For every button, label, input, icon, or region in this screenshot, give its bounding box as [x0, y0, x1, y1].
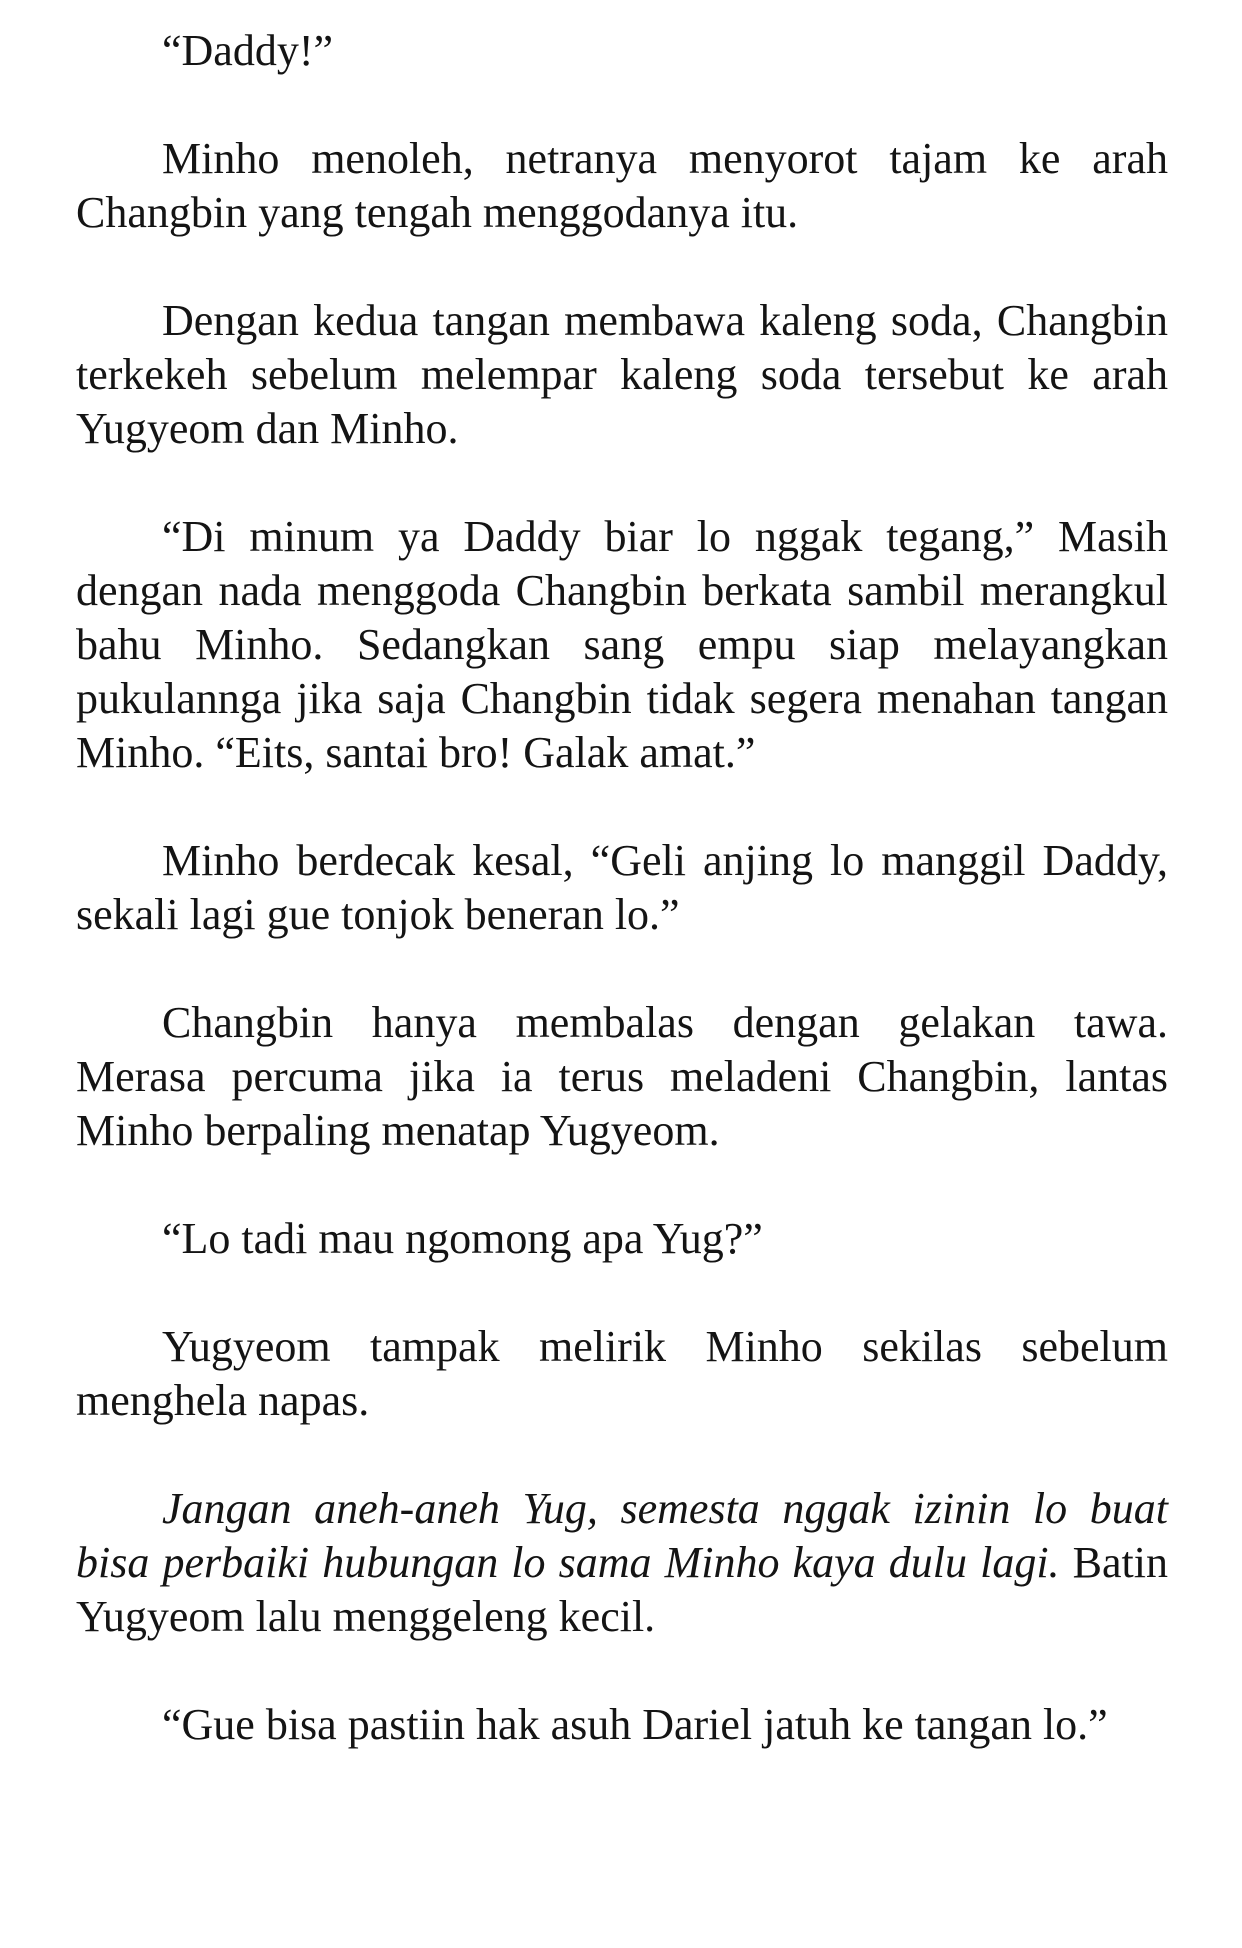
paragraph-daddy-call: “Daddy!” [162, 26, 334, 75]
paragraph-changbin-laughs: Changbin hanya membalas dengan gelakan tawa. Merasa percuma jika ia terus meladeni Changbin, lantas Minho berpaling menatap Yugyeom. [76, 998, 1168, 1155]
narration-text: Batin Yugyeom lalu menggeleng kecil. [76, 1538, 1168, 1641]
paragraph-changbin-teases: “Di minum ya Daddy biar lo nggak tegang,” Masih dengan nada menggoda Changbin berkata sambil merangkul bahu Minho. Sedangkan sang empu siap melayangkan pukulannga jika saja Changbin tidak segera menahan tangan Minho. “Eits, santai bro! Galak amat.” [76, 512, 1168, 777]
paragraph-minho-asks: “Lo tadi mau ngomong apa Yug?” [162, 1214, 763, 1263]
paragraph-minho-turns: Minho menoleh, netranya menyorot tajam ke arah Changbin yang tengah menggodanya itu. [76, 134, 1168, 237]
paragraph-yugyeom-sighs: Yugyeom tampak melirik Minho sekilas sebelum menghela napas. [76, 1322, 1168, 1425]
paragraph-yugyeom-thought [76, 1482, 1168, 1644]
paragraph-minho-annoyed: Minho berdecak kesal, “Geli anjing lo manggil Daddy, sekali lagi gue tonjok beneran lo.” [76, 836, 1168, 939]
paragraph-soda-cans: Dengan kedua tangan membawa kaleng soda, Changbin terkekeh sebelum melempar kaleng soda tersebut ke arah Yugyeom dan Minho. [76, 296, 1168, 453]
inner-thought-text: Jangan aneh-aneh Yug, semesta nggak izinin lo buat bisa perbaiki hubungan lo sama Minho kaya dulu lagi. [76, 1484, 1168, 1587]
paragraph-custody-promise: “Gue bisa pastiin hak asuh Dariel jatuh ke tangan lo.” [162, 1700, 1108, 1749]
